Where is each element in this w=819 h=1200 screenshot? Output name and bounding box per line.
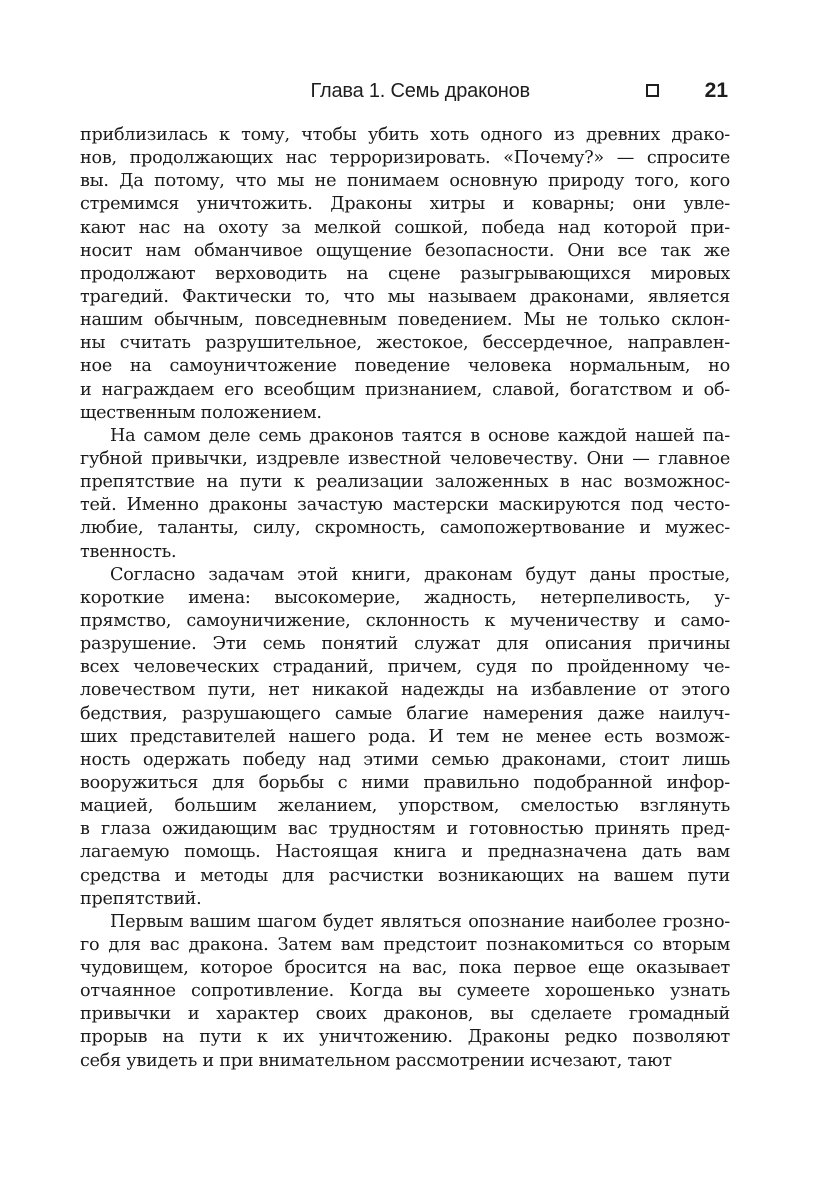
text-line: кают нас на охоту за мелкой сошкой, победа над которой при- [80,217,730,238]
text-line: трагедий. Фактически то, что мы называем драконами, является [80,286,730,307]
text-line: стремимся уничтожить. Драконы хитры и коварны; они увле- [80,194,730,215]
text-line: На самом деле семь драконов таятся в основе каждой нашей па- [110,425,730,446]
text-line: средства и методы для расчистки возникающих на вашем пути [80,865,730,886]
text-line: отчаянное сопротивление. Когда вы сумеете хорошенько узнать [80,981,730,1002]
paragraph [80,124,730,425]
body-text [80,124,730,1073]
text-line: продолжают верховодить на сцене разыгрывающихся мировых [80,263,730,284]
text-line: препятствий. [80,888,202,909]
text-line: прямство, самоуничижение, склонность к мученичеству и само- [80,610,730,631]
text-line: мацией, большим желанием, упорством, смелостью взглянуть [80,796,730,817]
text-line: привычки и характер своих драконов, вы сделаете громадный [80,1004,730,1025]
text-line: бедствия, разрушающего самые благие намерения даже наилуч- [80,703,730,724]
text-line: вы. Да потому, что мы не понимаем основную природу того, кого [80,171,730,192]
chapter-title: Глава 1. Семь драконов [310,80,530,102]
text-line: твенность. [80,541,177,562]
text-line: тей. Именно драконы зачастую мастерски маскируются под често- [80,495,730,516]
text-line: в глаза ожидающим вас трудностям и готовностью принять пред- [80,819,730,840]
text-line: щественным положением. [80,402,322,423]
text-line: ших представителей нашего рода. И тем не менее есть возмож- [80,726,730,747]
running-header [80,76,730,106]
text-line: ловечеством пути, нет никакой надежды на избавление от этого [80,680,730,701]
text-line: короткие имена: высокомерие, жадность, нетерпеливость, у- [80,587,730,608]
text-line: ное на самоуничтожение поведение человека нормальным, но [80,356,730,377]
text-line: чудовищем, которое бросится на вас, пока первое еще оказывает [80,958,730,979]
paragraph [80,911,730,1073]
text-line: Согласно задачам этой книги, драконам будут даны простые, [110,564,730,585]
text-line: нов, продолжающих нас терроризировать. «Почему?» — спросите [80,148,730,169]
text-line: го для вас дракона. Затем вам предстоит познакомиться со вторым [80,934,730,955]
text-line: и награждаем его всеобщим признанием, славой, богатством и об- [80,379,730,400]
text-line: ность одержать победу над этими семью драконами, стоит лишь [80,749,730,770]
text-line: нашим обычным, повседневным поведением. Мы не только склон- [80,310,730,331]
page-number: 21 [704,79,728,102]
text-line: ны считать разрушительное, жестокое, бессердечное, направлен- [80,333,730,354]
text-line: препятствие на пути к реализации заложенных в нас возможнос- [80,472,730,493]
square-bullet-icon [646,84,659,97]
text-line: прорыв на пути к их уничтожению. Драконы редко позволяют [80,1027,730,1048]
text-line: всех человеческих страданий, причем, судя по пройденному че- [80,657,730,678]
paragraph [80,425,730,564]
paragraph [80,564,730,911]
text-line: любие, таланты, силу, скромность, самопожертвование и мужес- [80,518,730,539]
text-line: разрушение. Эти семь понятий служат для описания причины [80,634,730,655]
text-line: лагаемую помощь. Настоящая книга и предназначена дать вам [80,842,730,863]
text-line: себя увидеть и при внимательном рассмотрении исчезают, тают [80,1050,672,1071]
text-line: носит нам обманчивое ощущение безопасности. Они все так же [80,240,730,261]
text-line: вооружиться для борьбы с ними правильно подобранной инфор- [80,772,730,793]
text-line: губной привычки, издревле известной человечеству. Они — главное [80,448,730,469]
text-line: приблизилась к тому, чтобы убить хоть одного из древних драко- [80,125,730,145]
text-line: Первым вашим шагом будет являться опознание наиболее грозно- [110,911,730,932]
